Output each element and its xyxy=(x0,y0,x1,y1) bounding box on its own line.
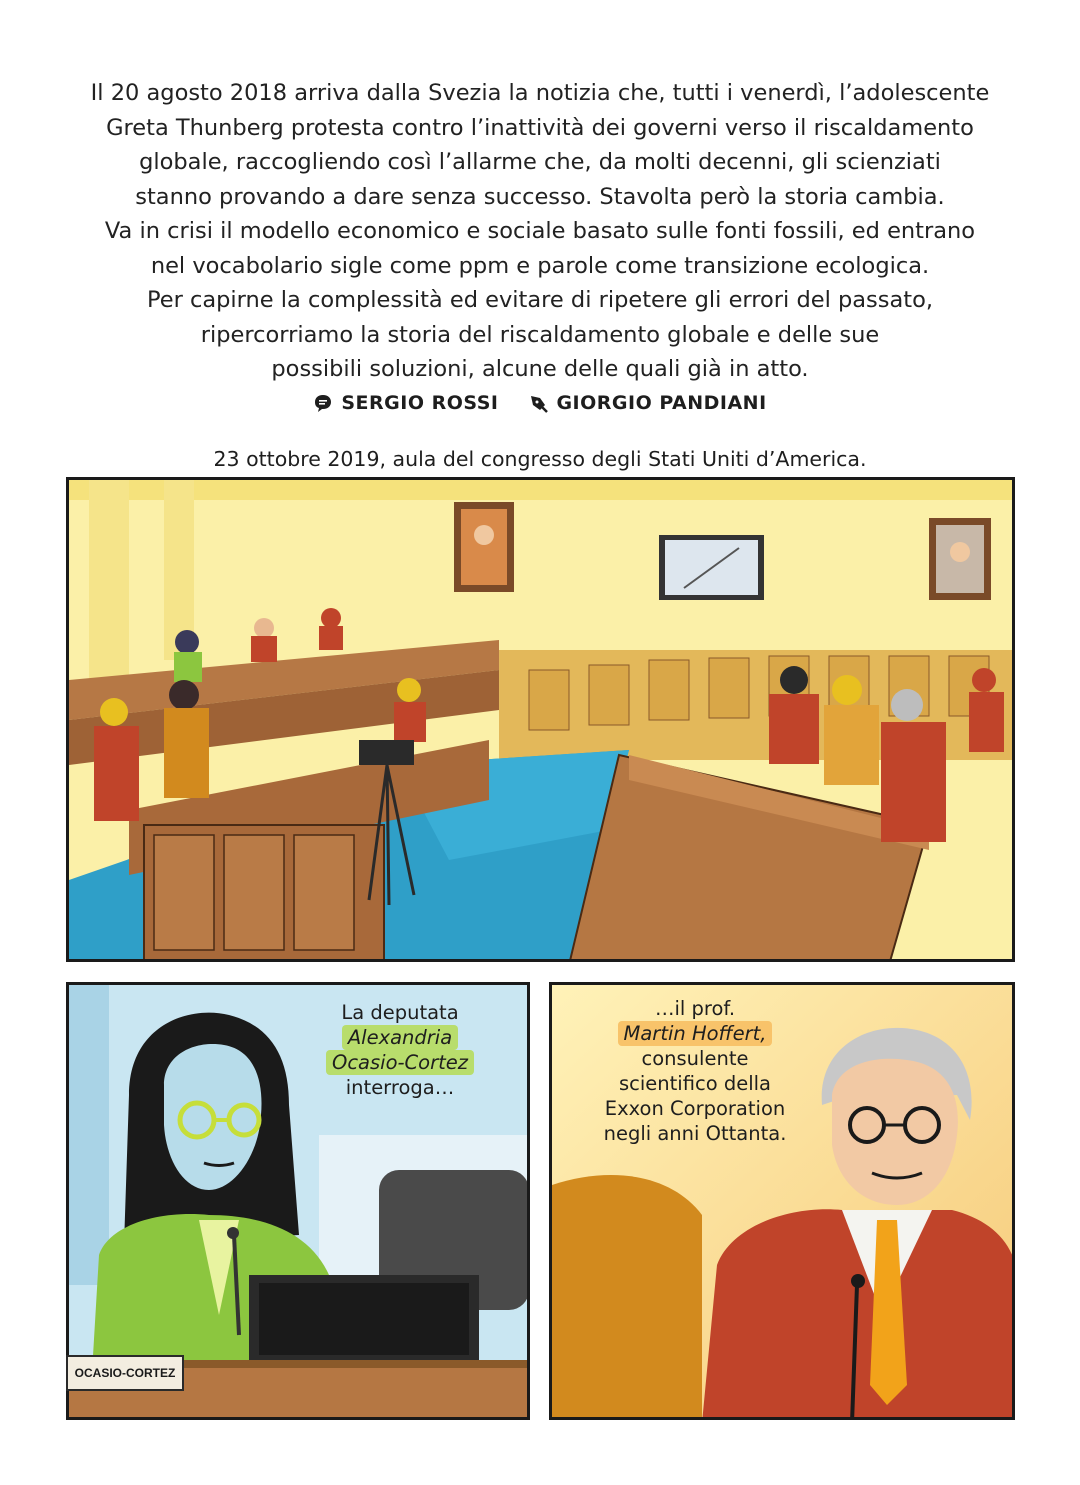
name-highlight: Ocasio-Cortez xyxy=(326,1050,474,1075)
narration-line: interroga… xyxy=(345,1076,455,1099)
name-highlight: Martin Hoffert, xyxy=(618,1021,773,1046)
congress-hall-panel xyxy=(66,477,1015,962)
narration-line: negli anni Ottanta. xyxy=(603,1122,787,1145)
intro-line: possibili soluzioni, alcune delle quali già in atto. xyxy=(271,356,809,382)
pen-nib-icon xyxy=(528,393,548,413)
narration-line: Exxon Corporation xyxy=(604,1097,786,1120)
name-highlight: Alexandria xyxy=(342,1025,458,1050)
credits xyxy=(0,392,1080,414)
narration-right xyxy=(560,996,830,1146)
speech-bubble-icon xyxy=(313,393,333,413)
artist-name: GIORGIO PANDIANI xyxy=(556,392,767,414)
congress-hall-illustration xyxy=(69,480,1015,962)
panel-caption: 23 ottobre 2019, aula del congresso degli Stati Uniti d’America. xyxy=(213,447,867,471)
intro-line: globale, raccogliendo così l’allarme che, da molti decenni, gli scienziati xyxy=(139,149,941,175)
narration-line: scientifico della xyxy=(618,1072,771,1095)
intro-line: Il 20 agosto 2018 arriva dalla Svezia la notizia che, tutti i venerdì, l’adolescente xyxy=(90,80,990,106)
intro-line: Greta Thunberg protesta contro l’inattività dei governi verso il riscaldamento xyxy=(106,114,974,141)
narration-line: …il prof. xyxy=(654,997,736,1020)
nameplate xyxy=(66,1355,184,1391)
writer-name: SERGIO ROSSI xyxy=(341,392,499,414)
writer-credit xyxy=(313,392,498,414)
intro-text xyxy=(40,76,1040,387)
narration-left xyxy=(300,1000,500,1100)
intro-line: stanno provando a dare senza successo. Stavolta però la storia cambia. xyxy=(135,183,945,210)
nameplate-label: OCASIO-CORTEZ xyxy=(66,1355,184,1391)
artist-credit xyxy=(528,392,766,414)
intro-line: ripercorriamo la storia del riscaldamento globale e delle sue xyxy=(200,321,880,348)
narration-line: La deputata xyxy=(341,1001,459,1024)
intro-line: nel vocabolario sigle come ppm e parole come transizione ecologica. xyxy=(150,252,930,279)
narration-line: consulente xyxy=(641,1047,749,1070)
intro-line: Per capirne la complessità ed evitare di ripetere gli errori del passato, xyxy=(146,287,934,313)
intro-line: Va in crisi il modello economico e sociale basato sulle fonti fossili, ed entrano xyxy=(104,218,976,244)
